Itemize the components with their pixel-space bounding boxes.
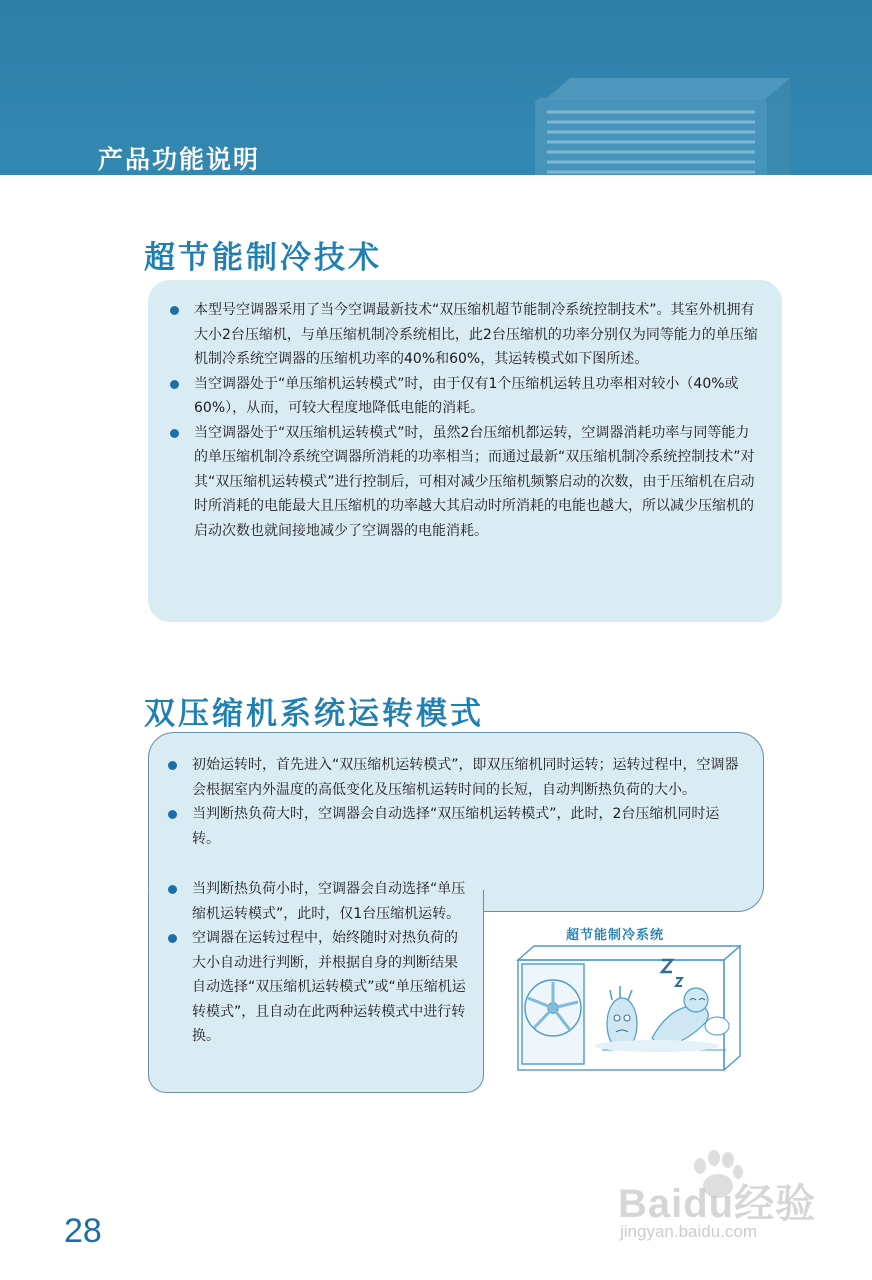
bullet-list-energy-saving	[170, 298, 758, 543]
page-number: 28	[64, 1212, 102, 1250]
watermark	[618, 1150, 828, 1250]
bullet-list-dual-compressor-cont	[168, 877, 466, 1049]
list-item: 当空调器处于“双压缩机运转模式”时，虽然2台压缩机都运转，空调器消耗功率与同等能力的单压缩机制冷系统空调器所消耗的功率相当；而通过最新“双压缩机制冷系统控制技术”对其“双压缩机运转模式”进行控制后，可相对减少压缩机频繁启动的次数，由于压缩机在启动时所消耗的电能最大且压缩机的功率越大其启动时所消耗的电能也越大，所以减少压缩机的启动次数也就间接地减少了空调器的电能消耗。	[170, 421, 758, 544]
watermark-url: jingyan.baidu.com	[620, 1222, 758, 1241]
list-item: 初始运转时，首先进入“双压缩机运转模式”，即双压缩机同时运转；运转过程中，空调器会根据室内外温度的高低变化及压缩机运转时间的长短，自动判断热负荷的大小。	[168, 753, 742, 802]
list-item: 当判断热负荷大时，空调器会自动选择“双压缩机运转模式”，此时，2台压缩机同时运转。	[168, 802, 742, 851]
illustration-caption: 超节能制冷系统	[566, 928, 665, 943]
list-item: 空调器在运转过程中，始终随时对热负荷的大小自动进行判断，并根据自身的判断结果自动选择“双压缩机运转模式”或“单压缩机运转模式”，且自动在此两种运转模式中进行转换。	[168, 926, 466, 1049]
bullet-list-dual-compressor	[168, 753, 742, 851]
list-item: 当空调器处于“单压缩机运转模式”时，由于仅有1个压缩机运转且功率相对较小（40%或60%），从而，可较大程度地降低电能的消耗。	[170, 372, 758, 421]
header-title: 产品功能说明	[98, 145, 261, 174]
air-conditioner-icon	[525, 70, 795, 175]
list-item: 当判断热负荷小时，空调器会自动选择“单压缩机运转模式”，此时，仅1台压缩机运转。	[168, 877, 466, 926]
compressor-characters-icon	[595, 960, 729, 1052]
header-band	[0, 0, 872, 175]
compressor-illustration	[512, 942, 744, 1074]
bullet-icon	[170, 429, 179, 438]
watermark-logo: Baidu经验	[618, 1182, 817, 1226]
list-item: 本型号空调器采用了当今空调最新技术“双压缩机超节能制冷系统控制技术”。其室外机拥有大小2台压缩机，与单压缩机制冷系统相比，此2台压缩机的功率分别仅为同等能力的单压缩机制冷系统空调器的压缩机功率的40%和60%，其运转模式如下图所述。	[170, 298, 758, 372]
section-heading-dual-compressor: 双压缩机系统运转模式	[144, 696, 484, 732]
bullet-icon	[170, 380, 179, 389]
bullet-icon	[168, 885, 177, 894]
section-heading-energy-saving: 超节能制冷技术	[144, 240, 382, 276]
bullet-icon	[168, 934, 177, 943]
bullet-icon	[168, 761, 177, 770]
bullet-icon	[168, 810, 177, 819]
bullet-icon	[170, 306, 179, 315]
